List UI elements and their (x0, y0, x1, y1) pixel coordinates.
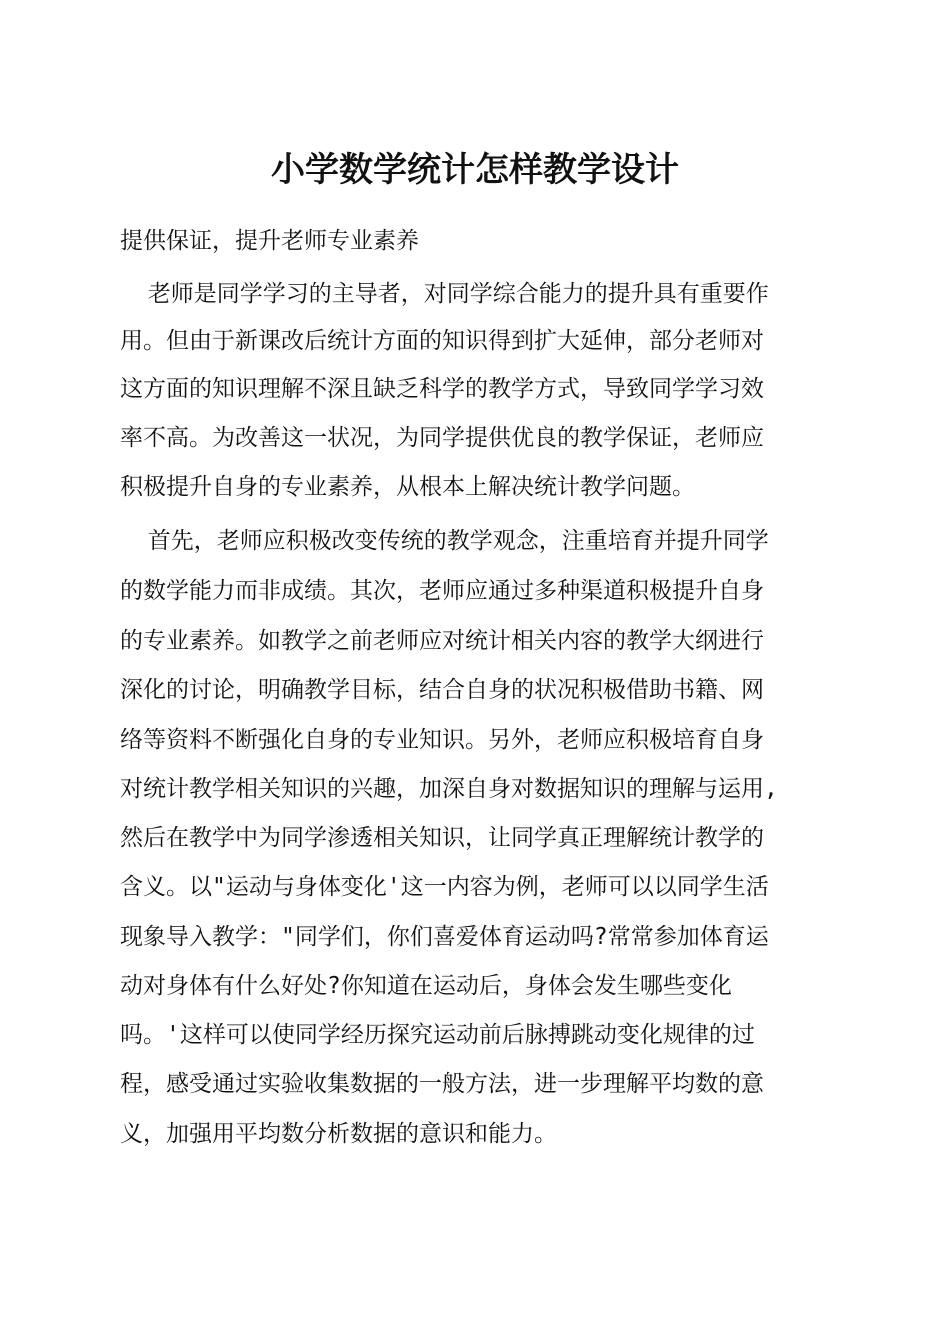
text-line: 程，感受通过实验收集数据的一般方法，进一步理解平均数的意 (120, 1071, 764, 1097)
text-line: 吗。'这样可以使同学经历探究运动前后脉搏跳动变化规律的过 (120, 1022, 755, 1048)
text-line: 积极提升自身的专业素养，从根本上解决统计教学问题。 (120, 474, 695, 500)
section-heading: 提供保证，提升老师专业素养 (120, 228, 419, 254)
text-line: 深化的讨论，明确教学目标，结合自身的状况积极借助书籍、网 (120, 677, 764, 703)
text-line: 络等资料不断强化自身的专业知识。另外，老师应积极培育自身 (120, 727, 764, 753)
text-line: 率不高。为改善这一状况，为同学提供优良的教学保证，老师应 (120, 425, 764, 451)
text-line: 含义。以"运动与身体变化'这一内容为例，老师可以以同学生活 (120, 874, 769, 900)
text-line: 的专业素养。如教学之前老师应对统计相关内容的教学大纲进行 (120, 628, 764, 654)
text-line: 义，加强用平均数分析数据的意识和能力。 (120, 1121, 557, 1147)
text-line: 然后在教学中为同学渗透相关知识，让同学真正理解统计教学的 (120, 825, 764, 851)
text-line: 现象导入教学："同学们，你们喜爱体育运动吗?常常参加体育运 (120, 924, 769, 950)
text-line: 这方面的知识理解不深且缺乏科学的教学方式，导致同学学习效 (120, 376, 764, 402)
page-title: 小学数学统计怎样教学设计 (271, 150, 679, 190)
text-line: 老师是同学学习的主导者，对同学综合能力的提升具有重要作 (120, 281, 769, 307)
text-line: 首先，老师应积极改变传统的教学观念，注重培育并提升同学 (120, 528, 769, 554)
text-line: 对统计教学相关知识的兴趣，加深自身对数据知识的理解与运用, (120, 776, 778, 802)
text-line: 动对身体有什么好处?你知道在运动后，身体会发生哪些变化 (120, 973, 732, 999)
text-line: 的数学能力而非成绩。其次，老师应通过多种渠道积极提升自身 (120, 578, 764, 604)
text-line: 用。但由于新课改后统计方面的知识得到扩大延伸，部分老师对 (120, 328, 764, 354)
